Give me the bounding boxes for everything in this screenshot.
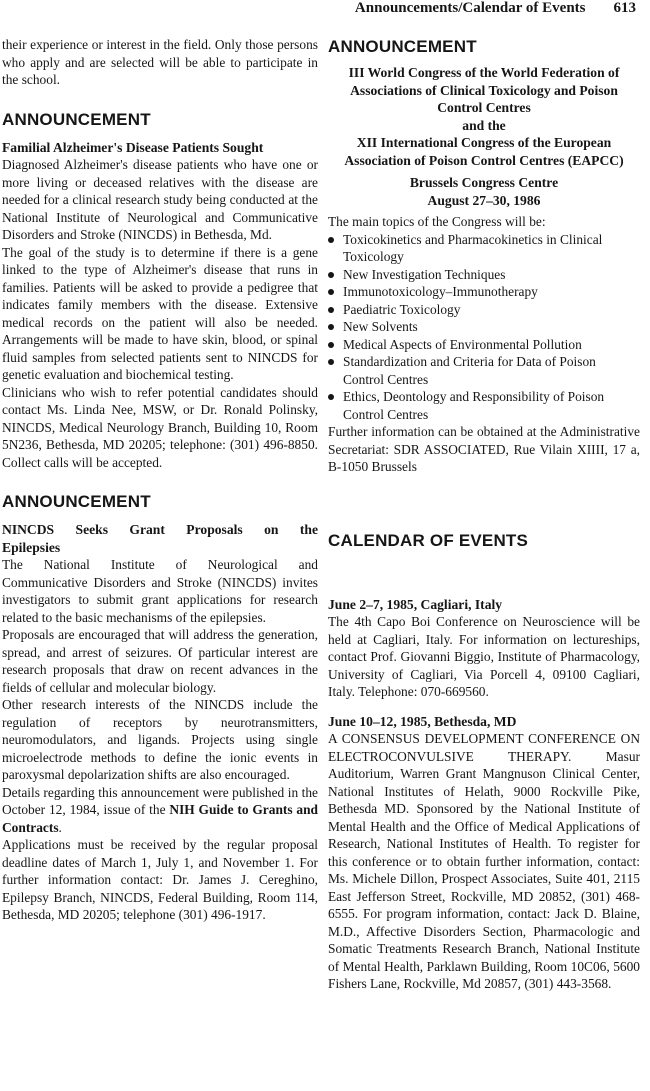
running-header: [355, 0, 636, 22]
bullet-icon: [328, 342, 334, 348]
congress-title-2: XII International Congress of the European Association of Poison Control Centres (EAPCC): [344, 135, 624, 168]
announcement-heading: ANNOUNCEMENT: [2, 109, 151, 129]
header-title: Announcements/Calendar of Events: [354, 0, 586, 16]
epilepsy-closing: Applications must be received by the regular proposal deadline dates of March 1, July 1, and November 1. For further information contact: Dr. James J. Cereghino, Epilepsy Branch, NINCDS, Federal Building, Room 114, Bethesda, MD 20205; telephone (301) 496-1917.: [2, 837, 318, 922]
alzheimer-paragraph-3: Clinicians who wish to refer potential candidates should contact Ms. Linda Nee, MSW, or Dr. Ronald Polinsky, NINCDS, Medical Neurology Branch, Building 10, Room 5N236, Bethesda, MD 20205; telephone: (301) 496-8850. Collect calls will be accepted.: [2, 384, 318, 470]
epilepsy-paragraph-2: Proposals are encouraged that will address the generation, spread, and arrest of seizures. Of particular interest are research proposals that draw on recent advances in the fields of cellular and molecular biology.: [2, 627, 318, 695]
list-item: New Solvents: [328, 318, 640, 336]
event-title: June 10–12, 1985, Bethesda, MD: [328, 713, 517, 729]
topics-intro: The main topics of the Congress will be:: [328, 214, 546, 229]
alzheimer-subhead: Familial Alzheimer's Disease Patients Sought: [2, 139, 264, 155]
bullet-icon: [328, 307, 334, 313]
epilepsy-paragraph-1: The National Institute of Neurological and Communicative Disorders and Stroke (NINCDS) invites investigators to submit grant applications for research related to the basic mechanisms of the epilepsies.: [2, 557, 318, 625]
bullet-icon: [328, 272, 334, 278]
page-number: 613: [613, 0, 636, 16]
congress-title-1: III World Congress of the World Federation of Associations of Clinical Toxicology and Poison Control Centres: [348, 65, 620, 115]
bullet-icon: [328, 324, 334, 330]
epilepsy-subhead: NINCDS Seeks Grant Proposals on the Epilepsies: [2, 522, 318, 555]
right-column: [328, 36, 640, 993]
event-body: The 4th Capo Boi Conference on Neuroscience will be held at Cagliari, Italy. For information on lectureships, contact Prof. Giovanni Biggio, Institute of Pharmacology, University of Cagliari, Via Porcell 4, 09100 Cagliari, Italy. Telephone: 070-669560.: [328, 614, 640, 699]
announcement-heading: ANNOUNCEMENT: [2, 492, 151, 511]
epilepsy-details: Details regarding this announcement were published in the October 12, 1984, issue of the NIH Guide to Grants and Contracts.: [2, 784, 318, 835]
bullet-icon: [328, 394, 334, 400]
list-item: Immunotoxicology–Immunotherapy: [328, 283, 640, 301]
announcement-heading: ANNOUNCEMENT: [328, 37, 477, 56]
alzheimer-paragraph-1: Diagnosed Alzheimer's disease patients who have one or more living or deceased relatives with the disease are needed for a clinical research study being conducted at the National Institute of Neurological and Communicative Disorders and Stroke (NINCDS) in Bethesda, Md.: [2, 157, 318, 242]
congress-and-the: and the: [462, 117, 506, 133]
bullet-icon: [328, 359, 334, 365]
list-item: Ethics, Deontology and Responsibility of Poison Control Centres: [328, 388, 640, 423]
list-item: New Investigation Techniques: [328, 266, 640, 284]
topics-list: [328, 231, 640, 424]
intro-paragraph: their experience or interest in the field. Only those persons who apply and are selected will be able to participate in the school.: [2, 37, 318, 87]
event-title: June 2–7, 1985, Cagliari, Italy: [328, 596, 503, 612]
list-item: Medical Aspects of Environmental Pollution: [328, 336, 640, 354]
list-item: Standardization and Criteria for Data of Poison Control Centres: [328, 353, 640, 388]
further-info: Further information can be obtained at the Administrative Secretariat: SDR ASSOCIATED, Rue Vilain XIIII, 17 a, B-1050 Brussels: [328, 424, 640, 474]
bullet-icon: [328, 289, 334, 295]
left-column: [2, 36, 318, 924]
congress-venue: Brussels Congress Centre: [409, 175, 559, 190]
list-item: Toxicokinetics and Pharmacokinetics in Clinical Toxicology: [328, 231, 640, 266]
congress-dates: August 27–30, 1986: [427, 192, 541, 208]
bullet-icon: [328, 237, 334, 243]
epilepsy-paragraph-3: Other research interests of the NINCDS include the regulation of receptors by neurotransmitters, neuromodulators, and ligands. Projects using single microelectrode methods to define the ionic events in paroxysmal depolarization shifts are also encouraged.: [2, 697, 318, 782]
calendar-heading: CALENDAR OF EVENTS: [328, 530, 529, 550]
nih-guide-title: NIH Guide to Grants and Contracts: [2, 802, 318, 835]
event-body: A CONSENSUS DEVELOPMENT CONFERENCE ON ELECTROCONVULSIVE THERAPY. Masur Auditorium, Warren Grant Mangnuson Clinical Center, National Institutes of Helath, 9000 Rockville Pike, Bethesda MD. Sponsored by the National Institute of Mental Health and the Office of Medical Applications of Research, National Institutes of Health. To register for this conference or to obtain further information, contact: Ms. Michele Dillon, Prospect Associates, Suite 401, 2115 East Jefferson Street, Rockville, MD 20852, (301) 468-6555. For program information, contact: Jack D. Blaine, M.D., Affective Disorders Section, Pharmacologic and Somatic Treatments Research Branch, National Institute of Mental Health, Parklawn Building, Room 10C06, 5600 Fishers Lane, Rockville, Md 20857, (301) 443-3568.: [328, 731, 640, 991]
alzheimer-paragraph-2: The goal of the study is to determine if there is a gene linked to the type of Alzheimer's disease that runs in families. Patients will be asked to provide a pedigree that indicates family members with the disease. Extensive medical records on the patient will also be needed. Arrangements will be made to have skin, blood, or spinal fluid samples from selected patients sent to NINCDS for genetic evaluation and biochemical testing.: [2, 244, 318, 382]
list-item: Paediatric Toxicology: [328, 301, 640, 319]
